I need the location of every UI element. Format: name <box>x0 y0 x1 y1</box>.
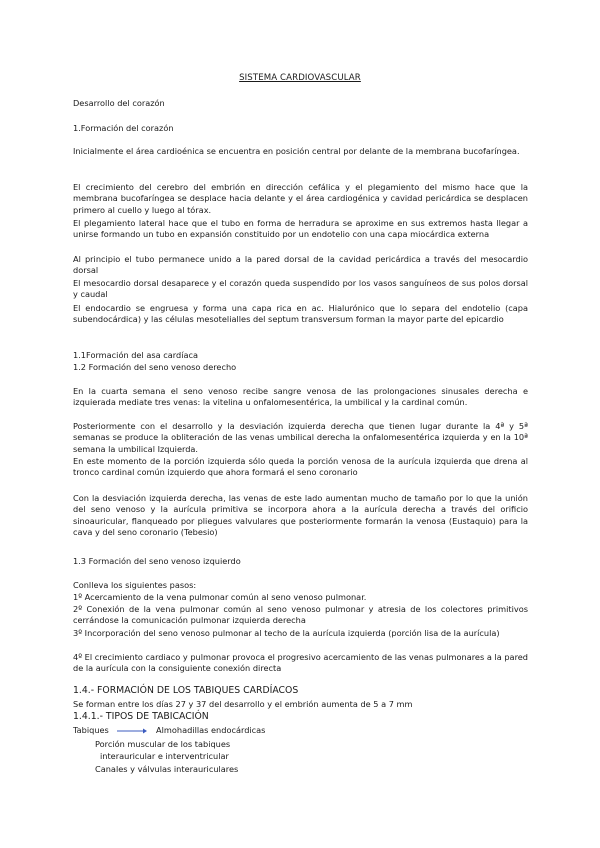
list-item: Canales y válvulas interauriculares <box>95 764 239 774</box>
paragraph: El endocardio se engruesa y forma una capa rica en ac. Hialurónico que lo separa del endotelio (capa subendocárdica) y las células mesotelialles del septum transversum forman la mayor parte del epicardio <box>73 303 528 325</box>
list-item: interauricular e interventricular <box>100 751 229 761</box>
section-heading: 1.1Formación del asa cardíaca <box>73 350 199 360</box>
list-item: 3º Incorporación del seno venoso pulmonar al techo de la aurícula izquierda (porción lisa de la aurícula) <box>73 628 500 638</box>
arrow-right-icon <box>117 727 147 735</box>
section-heading: 1.2 Formación del seno venoso derecho <box>73 362 237 372</box>
paragraph: Inicialmente el área cardioénica se encuentra en posición central por delante de la membrana bucofaríngea. <box>73 146 520 156</box>
document-subtitle: Desarrollo del corazón <box>73 98 165 108</box>
section-heading: 1.4.1.- TIPOS DE TABICACIÓN <box>73 711 209 722</box>
tabiques-label: Tabiques <box>73 725 109 735</box>
paragraph: En este momento de la porción izquierda sólo queda la porción venosa de la aurícula izquierda que drena al tronco cardinal común izquierdo que ahora formará el seno coronario <box>73 456 528 478</box>
tabiques-row <box>73 725 265 735</box>
section-heading: 1.Formación del corazón <box>73 123 174 133</box>
section-heading: 1.4.- FORMACIÓN DE LOS TABIQUES CARDÍACOS <box>73 685 299 696</box>
paragraph: El crecimiento del cerebro del embrión en dirección cefálica y el plegamiento del mismo hace que la membrana bucofaríngea se desplace hacia delante y el área cardiogénica y cavidad pericárdica se desplacen primero al cuello y luego al tórax. <box>73 182 528 215</box>
paragraph: Al principio el tubo permanece unido a la pared dorsal de la cavidad pericárdica a través del mesocardio dorsal <box>73 254 528 276</box>
list-item: 4º El crecimiento cardiaco y pulmonar provoca el progresivo acercamiento de las venas pulmonares a la pared de la aurícula con la consiguiente conexión directa <box>73 652 528 674</box>
list-item: Porción muscular de los tabiques <box>95 739 231 749</box>
paragraph: Con la desviación izquierda derecha, las venas de este lado aumentan mucho de tamaño por lo que la unión del seno venoso y la aurícula primitiva se incorpora ahora a la aurícula derecha a través del orificio sinoauricular, flanqueado por pliegues valvulares que posteriormente formarán la venosa (Eustaquio) para la cava y del seno coronario (Tebesio) <box>73 493 528 537</box>
section-heading: 1.3 Formación del seno venoso izquierdo <box>73 556 241 566</box>
list-item: Almohadillas endocárdicas <box>156 725 266 735</box>
paragraph: Se forman entre los días 27 y 37 del desarrollo y el embrión aumenta de 5 a 7 mm <box>73 699 413 709</box>
paragraph: Conlleva los siguientes pasos: <box>73 580 197 590</box>
paragraph: Posteriormente con el desarrollo y la desviación izquierda derecha que tienen lugar durante la 4ª y 5ª semanas se produce la obliteración de las venas umbilical derecha la onfalomesentérica izquierda y en la 10ª semana la umbilical Izquierda. <box>73 421 528 454</box>
paragraph: En la cuarta semana el seno venoso recibe sangre venosa de las prolongaciones sinusales derecha e izquierada mediate tres venas: la vitelina u onfalomesentérica, la umbilical y la cardinal común. <box>73 386 528 408</box>
paragraph: El plegamiento lateral hace que el tubo en forma de herradura se aproxime en sus extremos hasta llegar a unirse formando un tubo en expansión constituido por un endotelio con una capa miocárdica externa <box>73 218 528 240</box>
paragraph: El mesocardio dorsal desaparece y el corazón queda suspendido por los vasos sanguíneos de sus polos dorsal y caudal <box>73 278 528 300</box>
list-item: 1º Acercamiento de la vena pulmonar común al seno venoso pulmonar. <box>73 592 367 602</box>
document-title: SISTEMA CARDIOVASCULAR <box>239 73 361 83</box>
list-item: 2º Conexión de la vena pulmonar común al seno venoso pulmonar y atresia de los colectores primitivos cerrándose la comunicación pulmonar izquierda derecha <box>73 604 528 626</box>
